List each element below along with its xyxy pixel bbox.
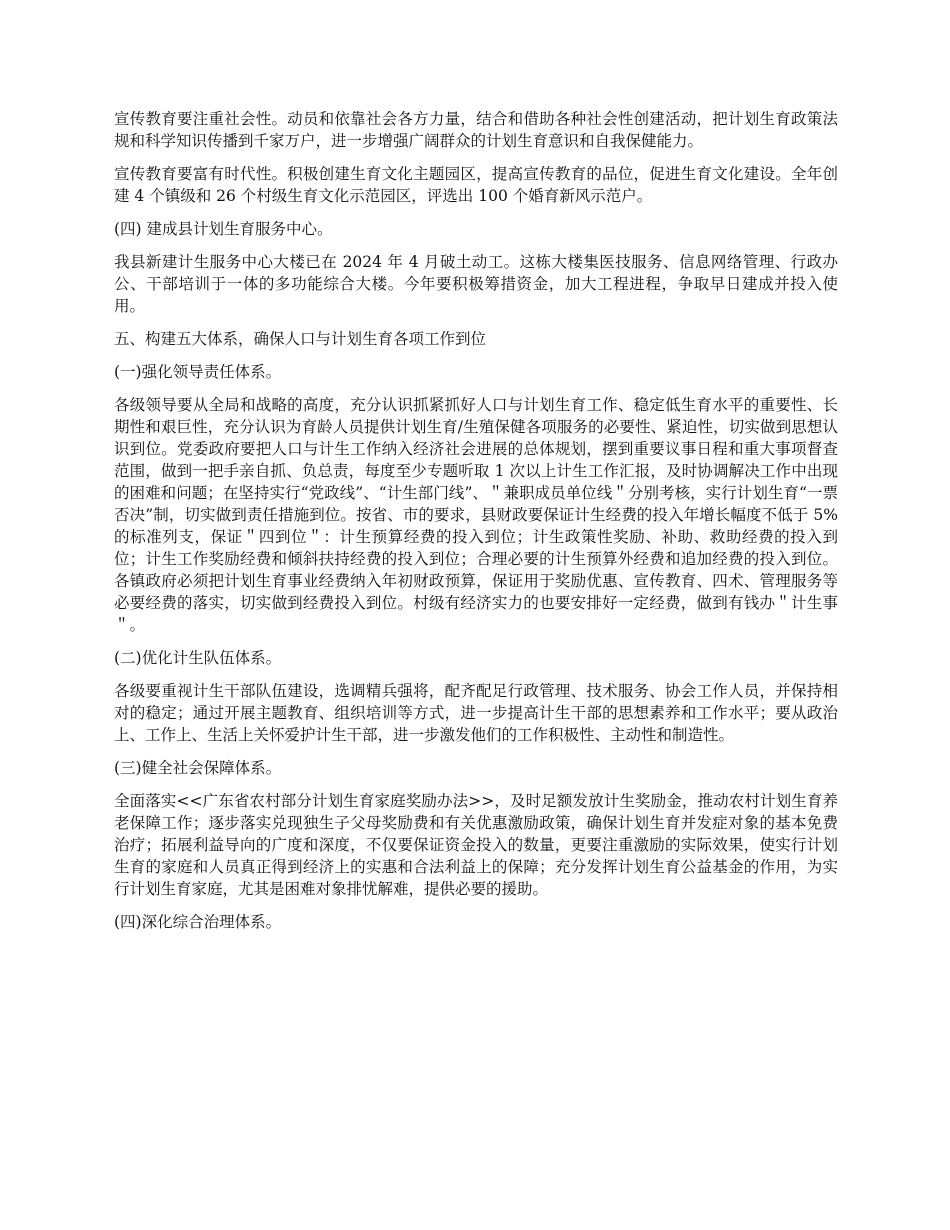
heading-social-security-system: (三)健全社会保障体系。	[114, 759, 282, 777]
heading-service-center: (四) 建成县计划生育服务中心。	[114, 220, 333, 238]
heading-team-system: (二)优化计生队伍体系。	[114, 649, 282, 667]
heading-leadership-system: (一)强化领导责任体系。	[114, 363, 282, 381]
paragraph-social-security-system: 全面落实<<广东省农村部分计划生育家庭奖励办法>>，及时足额发放计生奖励金，推动农村计划生育养老保障工作；逐步落实兑现独生子父母奖励费和有关优惠激励政策，确保计划生育并发症对象的基本免费治疗；拓展利益导向的广度和深度，不仅要保证资金投入的数量，更要注重激励的实际效果，使实行计划生育的家庭和人员真正得到经济上的实惠和合法利益上的保障；充分发挥计划生育公益基金的作用，为实行计划生育家庭，尤其是困难对象排忧解难，提供必要的援助。	[114, 792, 838, 898]
section-heading-five-systems: 五、构建五大体系，确保人口与计划生育各项工作到位	[114, 330, 487, 348]
document-page	[114, 108, 838, 944]
heading-governance-system: (四)深化综合治理体系。	[114, 913, 282, 931]
paragraph-modern-education: 宣传教育要富有时代性。积极创建生育文化主题园区，提高宣传教育的品位，促进生育文化建设。全年创建 4 个镇级和 26 个村级生育文化示范园区，评选出 100 个婚育新风示范户。	[114, 165, 838, 205]
paragraph-leadership-system: 各级领导要从全局和战略的高度，充分认识抓紧抓好人口与计划生育工作、稳定低生育水平的重要性、长期性和艰巨性，充分认识为育龄人员提供计划生育/生殖保健各项服务的必要性、紧迫性，切实做到思想认识到位。党委政府要把人口与计生工作纳入经济社会进展的总体规划，摆到重要议事日程和重大事项督查范围，做到一把手亲自抓、负总责，每度至少专题听取 1 次以上计生工作汇报，及时协调解决工作中出现的困难和问题；在坚持实行“党政线”、“计生部门线”、＂兼职成员单位线＂分别考核，实行计划生育“一票否决”制，切实做到责任措施到位。按省、市的要求，县财政要保证计生经费的投入年增长幅度不低于 5%的标准列支，保证＂四到位＂：计生预算经费的投入到位；计生政策性奖励、补助、救助经费的投入到位；计生工作奖励经费和倾斜扶持经费的投入到位；合理必要的计生预算外经费和追加经费的投入到位。各镇政府必须把计划生育事业经费纳入年初财政预算，保证用于奖励优惠、宣传教育、四术、管理服务等必要经费的落实，切实做到经费投入到位。村级有经济实力的也要安排好一定经费，做到有钱办＂计生事＂。	[114, 396, 838, 634]
paragraph-team-system: 各级要重视计生干部队伍建设，选调精兵强将，配齐配足行政管理、技术服务、协会工作人员，并保持相对的稳定；通过开展主题教育、组织培训等方式，进一步提高计生干部的思想素养和工作水平；要从政治上、工作上、生活上关怀爱护计生干部，进一步激发他们的工作积极性、主动性和制造性。	[114, 682, 838, 744]
paragraph-service-center: 我县新建计生服务中心大楼已在 2024 年 4 月破土动工。这栋大楼集医技服务、信息网络管理、行政办公、干部培训于一体的多功能综合大楼。今年要积极筹措资金，加大工程进程，争取早日建成并投入使用。	[114, 253, 838, 315]
paragraph-social-education: 宣传教育要注重社会性。动员和依靠社会各方力量，结合和借助各种社会性创建活动，把计划生育政策法规和科学知识传播到千家万户，进一步增强广阔群众的计划生育意识和自我保健能力。	[114, 110, 838, 150]
